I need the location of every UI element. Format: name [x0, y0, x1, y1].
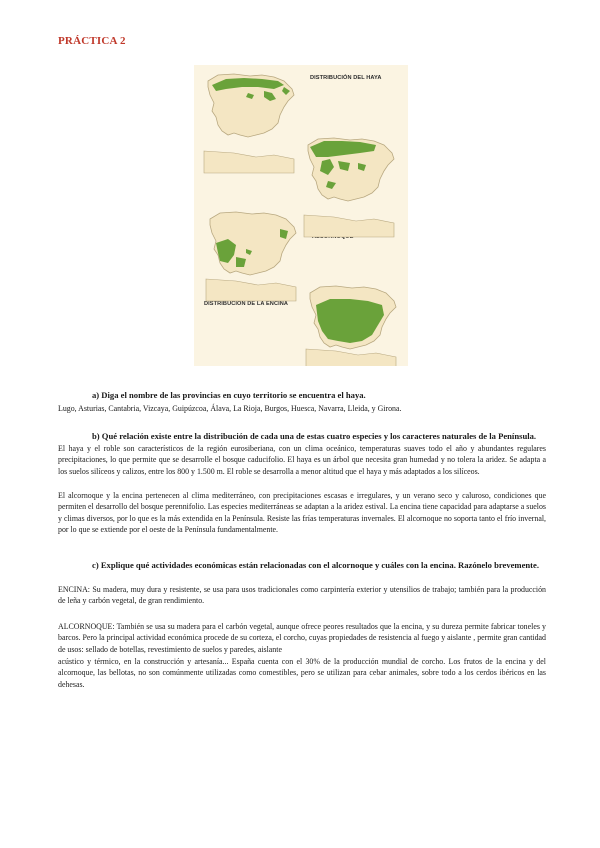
map-haya	[208, 74, 294, 137]
question-b: b) Qué relación existe entre la distribución de cada una de estas cuatro especies y los caracteres naturales de la Península.	[92, 431, 537, 441]
answer-c-encina: ENCINA: Su madera, muy dura y resistente, se usa para usos tradicionales como carpintería exterior y utensilios de trabajo; también para la producción de leña y carbón vegetal, de gran rendimiento.	[58, 585, 546, 606]
answer-c-alcornoque-1: ALCORNOQUE: También se usa su madera para el carbón vegetal, aunque ofrece peores resultados que la encina, y su dureza permite fabricar toneles y barcos. Pero la principal actividad económica procede de su corteza, el corcho, cuyas propiedades de resistencia al fuego y aislante , permite gran cantidad de usos: sellado de botellas, revestimiento de suelos y paredes, aislante	[58, 622, 546, 654]
answer-b-para1: El haya y el roble son característicos de la región eurosiberiana, con un clima oceánico, temperaturas suaves todo el año y abundantes regulares precipitaciones, lo que permite que se desarrolle el bosque caducifolio. El haya es un árbol que necesita gran humedad y no tolera la aridez. Se adapta a los suelos silíceos y calizos, entre los 800 y 1.500 m. El roble se desarrolla a menor altitud que el haya y más adaptados a los silíceos.	[58, 444, 546, 476]
label-haya: DISTRIBUCIÓN DEL HAYA	[310, 75, 382, 81]
species-distribution-figure	[194, 65, 408, 366]
label-encina: DISTRIBUCIÓN DE LA ENCINA	[204, 301, 289, 307]
map-alcornoque	[210, 212, 296, 275]
question-c: c) Explique qué actividades económicas están relacionadas con el alcornoque y cuáles con la encina. Razónelo brevemente.	[92, 560, 540, 570]
map-encina	[310, 286, 396, 349]
answer-a: Lugo, Asturias, Cantabria, Vizcaya, Guipúzcoa, Álava, La Rioja, Burgos, Huesca, Navarra, Lleida, y Girona.	[58, 404, 402, 413]
answer-b-para2: El alcornoque y la encina pertenecen al clima mediterráneo, con precipitaciones escasas e irregulares, y un verano seco y caluroso, condiciones que permiten el desarrollo del bosque perennifolio. Las especies mediterráneas se adaptan a la aridez estival. La encina tiene capacidad para adaptarse a suelos y climas diversos, por lo que es la más extendida en la Península. Resiste las frías temperaturas invernales. El alcornoque no soporta tanto el frío invernal, por lo que se extiende por el oeste de la Península fundamentalmente.	[58, 491, 546, 534]
map-roble	[308, 138, 394, 201]
page-title: PRÁCTICA 2	[58, 35, 126, 47]
answer-c-alcornoque-2: acústico y térmico, en la construcción y artesanía... España cuenta con el 30% de la producción mundial de corcho. Los frutos de la encina y del alcornoque, las bellotas, no son comúnmente utilizadas como comestibles, pero se utilizan para cebar animales, sobre todo a los cerdos ibéricos en las dehesas.	[58, 657, 546, 689]
question-a: a) Diga el nombre de las provincias en cuyo territorio se encuentra el haya.	[92, 390, 366, 400]
